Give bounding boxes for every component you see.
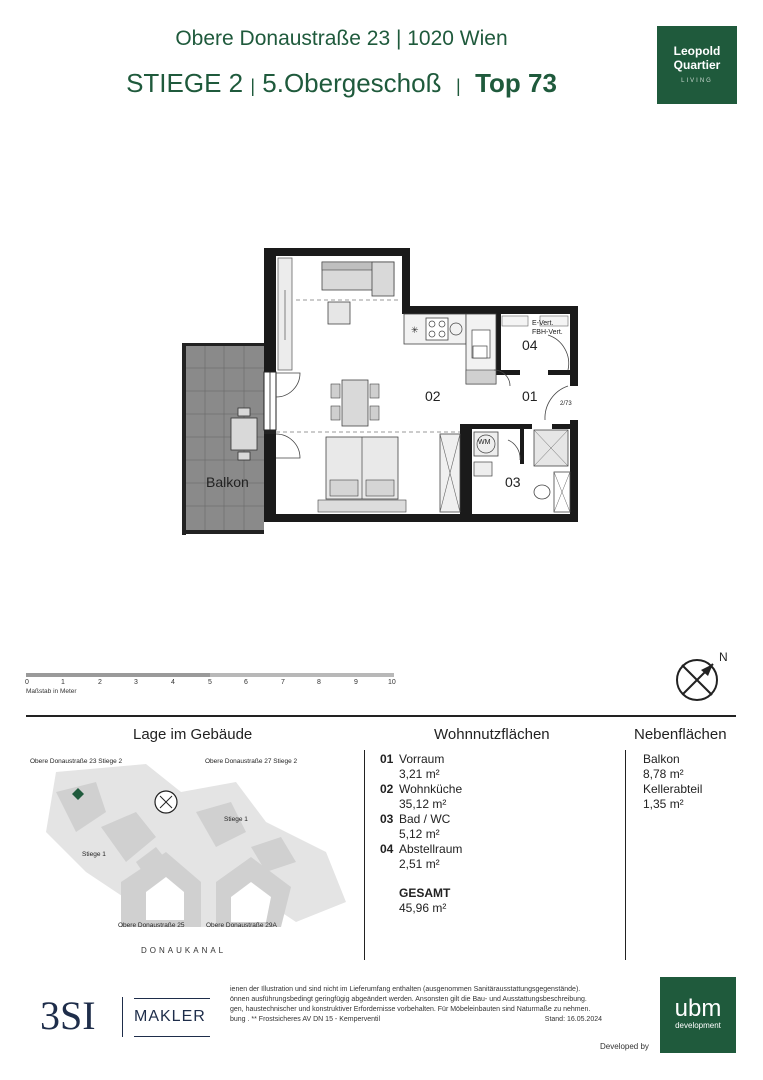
scale-tick: 7 (281, 679, 285, 686)
ubm-logo (660, 977, 736, 1053)
map-label: Obere Donaustraße 25 (118, 922, 185, 929)
room-name: Wohnküche (399, 782, 463, 796)
map-label: Stiege 1 (224, 816, 248, 823)
total-label: GESAMT (399, 886, 451, 900)
room-number: 04 (380, 842, 394, 856)
stand-date: Stand: 16.05.2024 (544, 1016, 602, 1023)
room-area: 5,12 m² (399, 827, 440, 841)
scale-tick: 8 (317, 679, 321, 686)
section-neben-title: Nebenflächen (634, 726, 727, 743)
section-wohn-title: Wohnnutzflächen (434, 726, 550, 743)
map-label: Stiege 1 (82, 851, 106, 858)
room-number: 02 (380, 782, 394, 796)
unit-title (0, 68, 683, 99)
disclaimer-line: bung . ** Frostsicheres AV DN 15 - Kemperventil Stand: 16.05.2024 (230, 1016, 602, 1023)
address-line: Obere Donaustraße 23 | 1020 Wien (175, 27, 508, 50)
canal-label: DONAUKANAL (141, 946, 227, 955)
disclaimer-line: önnen ausführungsbedingt geringfügig abgeändert werden. Ansonsten gilt die Bau- und Ausstattungsbeschreibung. (230, 996, 587, 1003)
logo-line: Leopold (673, 44, 721, 58)
scale-tick: 10 (388, 679, 396, 686)
map-label: Obere Donaustraße 23 Stiege 2 (30, 758, 123, 765)
developed-by-label: Developed by (600, 1042, 649, 1051)
north-arrow-icon (673, 650, 743, 710)
evert-label: E-Vert. (532, 320, 554, 327)
scale-tick: 1 (61, 679, 65, 686)
area-list (380, 752, 462, 916)
logo-line: Quartier (673, 58, 721, 72)
scale-tick: 6 (244, 679, 248, 686)
room-area: 1,35 m² (643, 797, 684, 811)
floor-plan (0, 240, 763, 550)
list-item (380, 752, 462, 767)
wm-label: WM (478, 439, 491, 446)
map-label: Obere Donaustraße 27 Stiege 2 (205, 758, 298, 765)
disclaimer-line: ienen der Illustration und sind nicht im Lieferumfang enthalten (ausgenommen Sanitärausstattungsgegenstände). (230, 986, 581, 993)
divider (364, 750, 365, 960)
door-label: 2/73 (560, 401, 572, 407)
map-label: Obere Donaustraße 29A (206, 922, 277, 929)
room-area: 2,51 m² (399, 857, 440, 871)
3si-makler-logo (40, 992, 220, 1042)
room-area: 8,78 m² (643, 767, 684, 781)
room-01-label: 01 (522, 388, 538, 404)
section-lage-title: Lage im Gebäude (133, 726, 253, 743)
logo-word: development (675, 1021, 721, 1030)
floor-label: 5.Obergeschoß (262, 68, 442, 98)
scale-tick: 3 (134, 679, 138, 686)
room-03-label: 03 (505, 474, 521, 490)
north-label: N (719, 650, 728, 664)
separator: | (250, 76, 256, 96)
scale-tick: 2 (98, 679, 102, 686)
list-item (380, 782, 462, 797)
disclaimer-line: gen, haustechnischer und konstruktiver Erfordernisse vorbehalten. Für Möbeleinbauten sind Naturmaße zu nehmen. (230, 1006, 591, 1013)
scale-tick: 0 (25, 679, 29, 686)
scale-tick: 4 (171, 679, 175, 686)
svg-text:✳: ✳ (411, 325, 419, 335)
total-area: 45,96 m² (399, 901, 447, 915)
list-item: Kellerabteil (643, 782, 703, 796)
logo-mark: 3SI (40, 993, 96, 1038)
stiege-label: STIEGE 2 (126, 68, 244, 98)
room-name: Abstellraum (399, 842, 463, 856)
room-name: Vorraum (399, 752, 445, 766)
room-number: 01 (380, 752, 394, 766)
list-item (380, 842, 462, 857)
balkon-label: Balkon (206, 474, 249, 490)
top-label: Top 73 (475, 68, 557, 98)
room-area: 3,21 m² (399, 767, 440, 781)
fbhvert-label: FBH-Vert. (532, 329, 563, 336)
scale-tick: 5 (208, 679, 212, 686)
list-item: Balkon (643, 752, 680, 766)
scale-bar (26, 673, 394, 693)
scale-tick: 9 (354, 679, 358, 686)
divider (625, 750, 626, 960)
list-item (380, 812, 462, 827)
room-name: Bad / WC (399, 812, 451, 826)
scale-caption: Maßstab in Meter (26, 688, 77, 695)
room-number: 03 (380, 812, 394, 826)
secondary-area-list (643, 752, 702, 812)
logo-line: LIVING (681, 78, 713, 84)
logo-mark: ubm (674, 995, 722, 1022)
disclaimer-text (230, 985, 602, 1025)
logo-word: MAKLER (134, 1008, 206, 1025)
room-02-label: 02 (425, 388, 441, 404)
building-location-map (26, 752, 356, 952)
room-04-label: 04 (522, 337, 538, 353)
separator: | (455, 76, 461, 96)
divider (26, 715, 736, 717)
room-area: 35,12 m² (399, 797, 447, 811)
leopold-quartier-logo (657, 26, 737, 104)
